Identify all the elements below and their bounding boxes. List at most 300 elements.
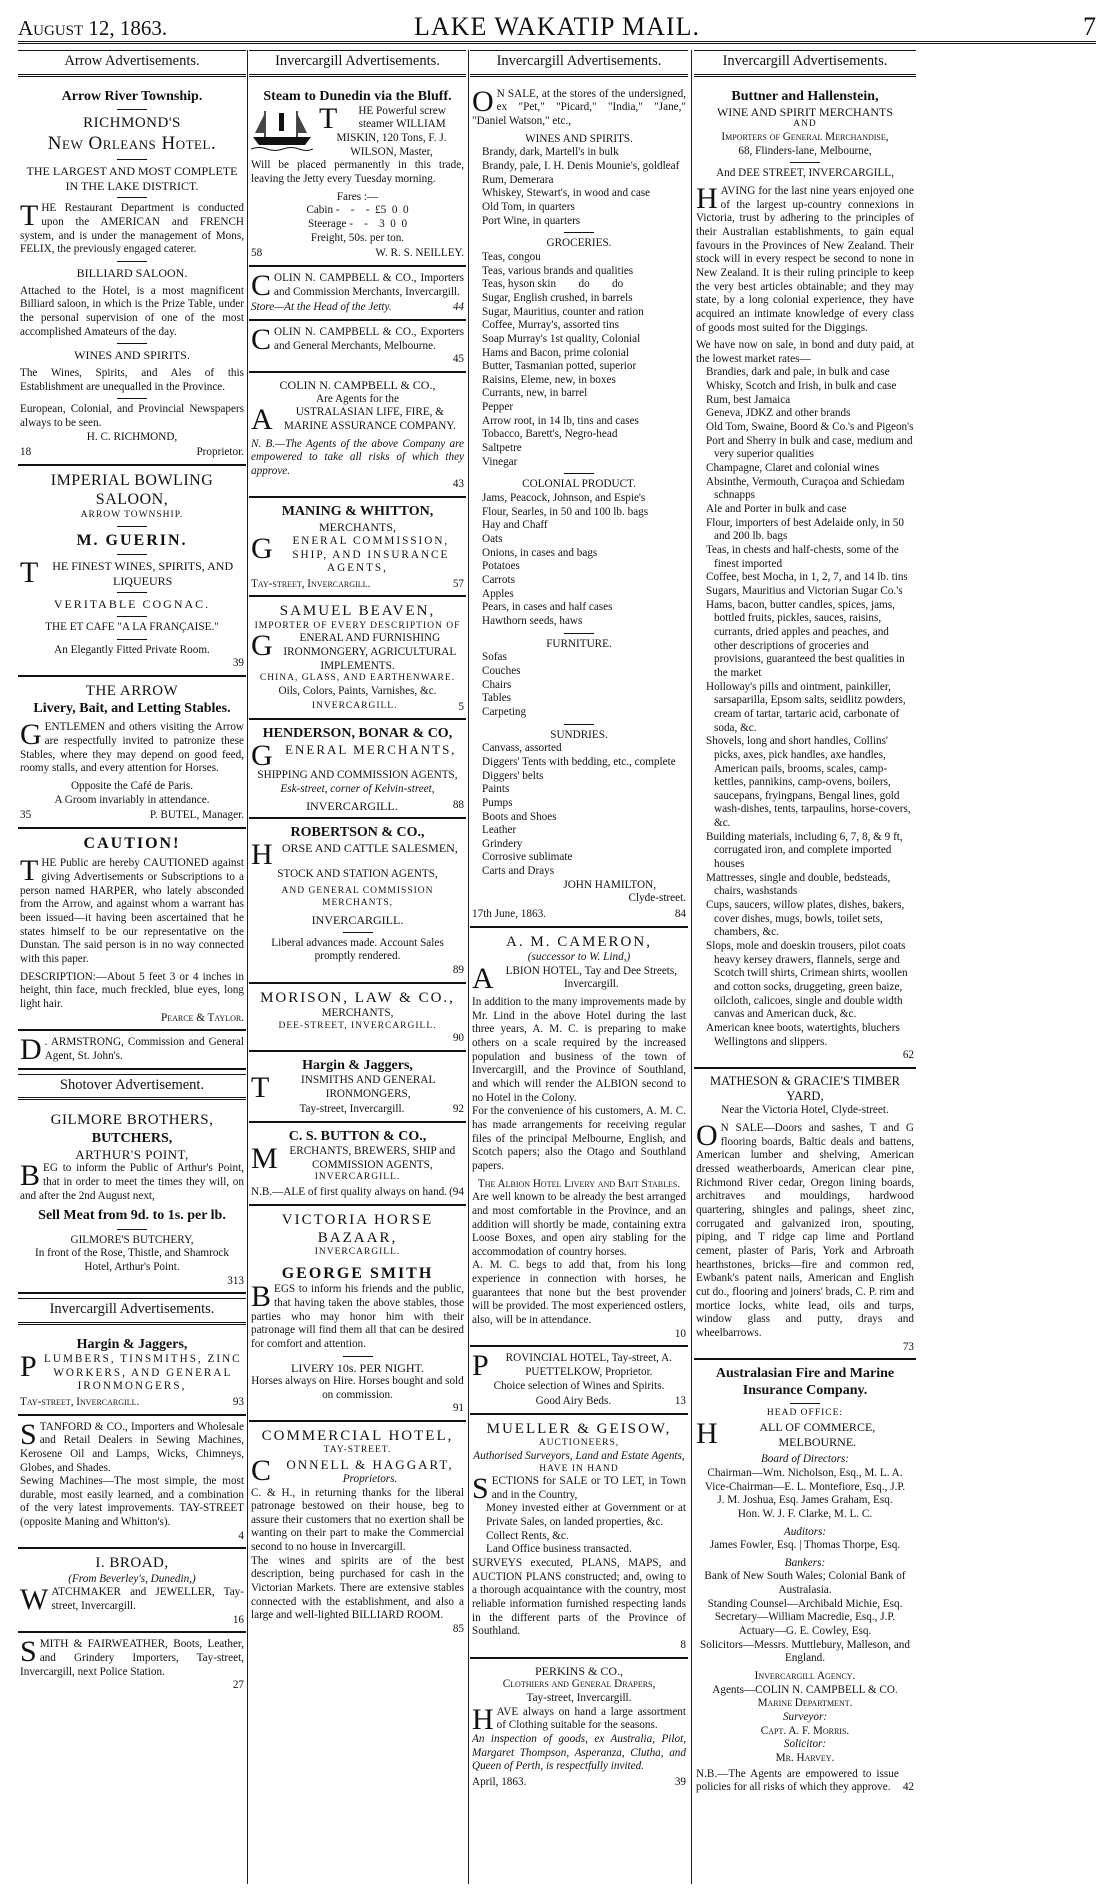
ad-text: INVERCARGILL. bbox=[311, 913, 404, 928]
list-heading: GROCERIES. bbox=[546, 237, 612, 250]
ad-text: STOCK AND STATION AGENTS, bbox=[277, 868, 438, 881]
ad-heading: ARTHUR'S POINT, bbox=[75, 1146, 189, 1162]
ad-heading: M. GUERIN. bbox=[76, 531, 188, 549]
ad-armstrong bbox=[18, 1031, 246, 1069]
ad-text: LIVERY 10s. PER NIGHT. bbox=[291, 1360, 424, 1375]
ad-heading: PERKINS & CO., bbox=[534, 1663, 623, 1678]
drop-cap: H bbox=[251, 838, 273, 872]
list-item: Hams, bacon, butter candles, spices, jams, bottled fruits, pickles, sauces, raisins, currants, dried apples and peaches, and other descriptions of groceries and provisions, guaranteed the best qualities in the market bbox=[706, 598, 908, 679]
ad-text: N. B.—The Agents of the above Company are empowered to take all risks of which they approve. bbox=[251, 437, 464, 477]
ad-heading: GEORGE SMITH bbox=[281, 1264, 434, 1282]
ad-text: The Wines, Spirits, and Ales of this Establishment are unequalled in the Province. bbox=[20, 366, 244, 393]
ad-text: Tay-street, Invercargill. bbox=[251, 577, 371, 590]
drop-cap: H bbox=[696, 1416, 718, 1450]
ad-number: 10 bbox=[674, 1327, 686, 1340]
ad-text: GILMORE'S BUTCHERY, bbox=[70, 1233, 194, 1246]
ad-text: LUMBERS, TINSMITHS, ZINC WORKERS, AND GENERAL IRONMONGERS, bbox=[44, 1352, 242, 1393]
ad-number: 92 bbox=[452, 1103, 464, 1116]
drop-cap: G bbox=[251, 629, 273, 663]
ad-text: THE ET CAFE "A LA FRANÇAISE." bbox=[45, 620, 219, 633]
ad-heading: C. S. BUTTON & CO., bbox=[288, 1128, 427, 1144]
ad-robertson bbox=[249, 819, 466, 983]
section-heading: Invercargill Advertisements. bbox=[249, 50, 466, 77]
list-item: Whiskey, Stewart's, in wood and case bbox=[482, 187, 651, 200]
ad-campbell-exporters bbox=[249, 321, 466, 373]
ad-signature: Proprietor. bbox=[196, 446, 244, 459]
ad-text: Oils, Colors, Paints, Varnishes, &c. bbox=[278, 684, 437, 697]
ad-number: 89 bbox=[452, 964, 464, 977]
ad-subheading: (From Beverley's, Dunedin,) bbox=[68, 1572, 196, 1585]
ad-imperial-bowling-saloon bbox=[18, 466, 246, 677]
masthead bbox=[18, 6, 1096, 44]
page-number: 7 bbox=[1083, 12, 1096, 41]
ad-victoria-horse-bazaar bbox=[249, 1206, 466, 1259]
ad-text: In addition to the many improvements made by Mr. Lind in the above Hotel during the last three years, A. M. C. is preparing to make others on a scale required by the increased population and business of the town of Invercargill, and the Province of Southland, and which will render the ALBION second to no Hotel in the Colony. bbox=[472, 996, 686, 1104]
ad-heading: HENDERSON, BONAR & CO, bbox=[262, 726, 453, 742]
drop-cap: M bbox=[251, 1142, 278, 1176]
ad-text: ENERAL MERCHANTS, bbox=[285, 742, 457, 758]
ad-john-hamilton bbox=[470, 83, 688, 928]
colonial-list bbox=[472, 492, 686, 629]
list-item: Brandy, dark, Martell's in bulk bbox=[482, 146, 619, 159]
list-item: Brandy, pale, I. H. Denis Mounie's, goldleaf bbox=[482, 159, 680, 172]
drop-cap: T bbox=[319, 101, 338, 135]
ad-text: INSMITHS AND GENERAL IRONMONGERS, bbox=[301, 1073, 436, 1100]
ad-number: (94 bbox=[449, 1185, 464, 1198]
drop-cap: T bbox=[20, 854, 39, 888]
ad-morison-law bbox=[249, 984, 466, 1052]
ad-subheading: The Albion Hotel Livery and Bait Stables. bbox=[477, 1177, 681, 1190]
list-item: Carts and Drays bbox=[482, 865, 555, 878]
ad-subheading: Clothiers and General Drapers, bbox=[502, 1678, 656, 1691]
ad-heading: Hargin & Jaggers, bbox=[302, 1057, 413, 1073]
ad-heading: GILMORE BROTHERS, bbox=[50, 1112, 214, 1129]
ad-text: Land Office business transacted. bbox=[486, 1543, 632, 1556]
ad-heading: MUELLER & GEISOW, bbox=[486, 1421, 672, 1438]
ad-subheading: Invercargill Agency. bbox=[754, 1670, 856, 1683]
drop-cap: A bbox=[251, 403, 273, 437]
ad-text: Money invested either at Government or at Private Sales, on landed properties, &c. bbox=[486, 1502, 686, 1529]
ad-subheading: INVERCARGILL. bbox=[314, 1247, 401, 1258]
ad-text: SURVEYS executed, PLANS, MAPS, and AUCTION PLANS constructed; and, owing to a thorough acquaintance with the country, most reliable information furnished respecting lands in the different parts of the Province of Southland. bbox=[472, 1557, 686, 1638]
ad-maning-whitton bbox=[249, 498, 466, 597]
ad-hargin-jaggers-2 bbox=[249, 1052, 466, 1123]
ad-text: OLIN N. CAMPBELL & CO., Importers and Commission Merchants, Invercargill. bbox=[274, 271, 464, 298]
ad-text: AVE always on hand a large assortment of Clothing suitable for the seasons. bbox=[496, 1705, 686, 1732]
list-item: Hawthorn seeds, haws bbox=[482, 614, 583, 627]
ad-text: Capt. A. F. Morris. bbox=[760, 1724, 850, 1737]
ad-heading: Buttner and Hallenstein, bbox=[731, 88, 879, 104]
ad-text: The wines and spirits are of the best description, being purchased for cash in the Victorian Markets. There are extensive stables connected with the establishment, and also a large and well-lighted BILLIARD ROOM. bbox=[251, 1554, 464, 1622]
ad-text: . ARMSTRONG, Commission and General Agent, St. John's. bbox=[44, 1036, 244, 1062]
ad-heading: BUTCHERS, bbox=[91, 1130, 173, 1146]
list-item: Teas, congou bbox=[482, 250, 541, 263]
list-item: Canvass, assorted bbox=[482, 742, 562, 755]
ad-subheading: IMPORTER OF EVERY DESCRIPTION OF bbox=[254, 620, 461, 631]
ad-number: 5 bbox=[458, 700, 464, 713]
ad-text: Bank of New South Wales; Colonial Bank of Australasia. bbox=[704, 1570, 906, 1597]
ad-text: HE Restaurant Department is conducted upon the AMERICAN and FRENCH system, and is under the management of Mons, FELIX, the previously engaged caterer. bbox=[20, 202, 244, 256]
ad-subheading: MERCHANTS, bbox=[318, 520, 396, 535]
ad-heading: SAMUEL BEAVEN, bbox=[279, 603, 436, 620]
list-item: Flour, Searles, in 50 and 100 lb. bags bbox=[482, 505, 649, 518]
drop-cap: H bbox=[472, 1702, 494, 1736]
ad-mueller-geisow bbox=[470, 1415, 688, 1659]
ad-date: 17th June, 1863. bbox=[472, 908, 546, 921]
drop-cap: G bbox=[251, 739, 275, 773]
list-item: Saltpetre bbox=[482, 442, 522, 455]
column-rule bbox=[468, 50, 469, 1884]
ad-text: N.B.—The Agents are empowered to issue policies for all risks of which they approve. bbox=[696, 1767, 899, 1794]
ad-number: 42 bbox=[902, 1781, 914, 1794]
ad-text: N SALE, at the stores of the undersigned, ex "Pet," "Picard," "India," "Jane," "Daniel Watson," etc., bbox=[472, 87, 686, 127]
drop-cap: P bbox=[472, 1349, 489, 1383]
fare-row: Cabin - - - £5 0 0 bbox=[306, 204, 409, 217]
drop-cap: C bbox=[251, 322, 272, 356]
ad-text: An inspection of goods, ex Australia, Pilot, Margaret Thompson, Asperanza, Clutha, and Queen of Perth, is respectfully invited. bbox=[472, 1732, 686, 1773]
ad-text: ERCHANTS, BREWERS, SHIP and COMMISSION AGENTS, bbox=[289, 1145, 456, 1171]
ad-signature: W. R. S. NEILLEY. bbox=[375, 247, 464, 260]
ad-gilmore-brothers bbox=[18, 1106, 246, 1294]
ad-richmond-hotel bbox=[18, 83, 246, 466]
ad-text: Mr. Harvey. bbox=[775, 1752, 835, 1765]
drop-cap: D bbox=[20, 1033, 42, 1067]
list-item: Diggers' belts bbox=[482, 769, 544, 782]
ad-text: TANFORD & CO., Importers and Wholesale and Retail Dealers in Sewing Machines, Kerosene Oil and Lamps, Wicks, Chimneys, Globes, and Shades. bbox=[20, 1420, 244, 1474]
column-1 bbox=[18, 50, 246, 1884]
ad-text: INVERCARGILL. bbox=[314, 1172, 401, 1183]
ad-subheading: Tay-street, Invercargill. bbox=[526, 1691, 632, 1704]
list-item: Tobacco, Barett's, Negro-head bbox=[482, 428, 618, 441]
list-item: Pepper bbox=[482, 401, 514, 414]
ad-heading: VICTORIA HORSE BAZAAR, bbox=[281, 1211, 434, 1246]
goods-list bbox=[696, 366, 914, 1049]
ad-text: LBION HOTEL, Tay and Dee Streets, Invercargill. bbox=[505, 964, 678, 991]
ad-text: Store—At the Head of the Jetty. bbox=[251, 301, 392, 314]
ad-text: EG to inform the Public of Arthur's Point, that in order to meet the times they will, on and after the 2nd August next, bbox=[20, 1162, 244, 1202]
ad-subheading: Surveyor: bbox=[782, 1711, 828, 1724]
ad-number: 73 bbox=[902, 1340, 914, 1353]
ad-steam-dunedin bbox=[249, 83, 466, 267]
ad-text: N.B.—ALE of first quality always on hand. bbox=[251, 1185, 448, 1198]
ad-text: Vice-Chairman—E. L. Montefiore, Esq., J.P. bbox=[704, 1480, 906, 1493]
ad-signature: Clyde-street. bbox=[628, 892, 686, 905]
list-item: Currants, new, in barrel bbox=[482, 387, 588, 400]
ad-date: April, 1863. bbox=[472, 1775, 527, 1788]
ad-text: ONNELL & HAGGART, bbox=[286, 1457, 454, 1472]
ad-number: 13 bbox=[674, 1395, 686, 1408]
fare-row: Freight, 50s. per ton. bbox=[310, 231, 405, 244]
ad-heading: MATHESON & GRACIE'S TIMBER YARD, bbox=[710, 1073, 900, 1104]
list-item: Pumps bbox=[482, 796, 513, 809]
drop-cap: B bbox=[20, 1159, 41, 1193]
ad-text: AVING for the last nine years enjoyed one of the largest up-country connexions in Victoria, trust by adhering to the principles of their Australian establishments, to gain equal favours in the Provinces of New Zealand. Their stock will in every respect be second to none in New Zealand. It is their ruling principle to keep the very best articles obtainable; and they may state, by a long colonial experience, they have acquired an intimate knowledge of every class of goods most suited for the Diggings. bbox=[696, 184, 914, 334]
ad-signature: Pearce & Taylor. bbox=[161, 1011, 244, 1024]
ad-number: 39 bbox=[674, 1775, 686, 1788]
ad-text: Tay-street, Invercargill. bbox=[299, 1103, 405, 1116]
ad-number: 43 bbox=[452, 478, 464, 491]
ad-text: ENERAL AND FURNISHING IRONMONGERY, AGRICULTURAL IMPLEMENTS. bbox=[283, 632, 457, 672]
ad-broad bbox=[18, 1549, 246, 1633]
ad-signature: H. C. RICHMOND, bbox=[86, 430, 178, 443]
list-item: Absinthe, Vermouth, Curaçoa and Schiedam schnapps bbox=[706, 475, 908, 502]
ad-text: ENTLEMEN and others visiting the Arrow are respectfully invited to patronize these Stables, where they may depend on good feed, roomy stalls, and every attention for Horses. bbox=[20, 721, 244, 775]
ad-heading: Australasian Fire and Marine Insurance Company. bbox=[715, 1366, 895, 1399]
list-item: Paints bbox=[482, 783, 510, 796]
ad-text: Horses always on Hire. Horses bought and sold on commission. bbox=[251, 1375, 464, 1401]
ad-subheading: ARROW TOWNSHIP. bbox=[80, 509, 184, 520]
ad-hargin-jaggers bbox=[18, 1331, 246, 1416]
list-item: Sofas bbox=[482, 651, 507, 664]
ad-text: Collect Rents, &c. bbox=[486, 1529, 569, 1542]
list-item: Teas, various brands and qualities bbox=[482, 264, 634, 277]
ad-text: Chairman—Wm. Nicholson, Esq., M. L. A. bbox=[707, 1466, 903, 1479]
list-heading: SUNDRIES. bbox=[550, 728, 608, 741]
list-item: Brandies, dark and pale, in bulk and case bbox=[706, 366, 890, 379]
ad-text: ENERAL COMMISSION, SHIP, AND INSURANCE AGENTS, bbox=[292, 534, 450, 575]
ad-matheson-gracie bbox=[694, 1069, 916, 1360]
wines-list bbox=[472, 146, 686, 228]
drop-cap: C bbox=[251, 268, 272, 302]
ad-text: Sewing Machines—The most simple, the most durable, most easily learned, and a combination of the very latest improvements. TAY-STREET (opposite Maning and Whitton's). bbox=[20, 1475, 244, 1529]
ad-samuel-beaven bbox=[249, 597, 466, 720]
ad-subheading: HEAD OFFICE: bbox=[766, 1408, 844, 1419]
list-item: Vinegar bbox=[482, 455, 518, 468]
list-item: Chairs bbox=[482, 678, 512, 691]
ad-buttner-hallenstein bbox=[694, 83, 916, 1069]
ad-heading: New Orleans Hotel. bbox=[47, 133, 217, 155]
section-heading: Invercargill Advertisements. bbox=[470, 50, 688, 77]
ad-text: Esk-street, corner of Kelvin-street, bbox=[280, 782, 435, 795]
ad-subheading: Board of Directors: bbox=[760, 1453, 850, 1466]
ad-text: N SALE—Doors and sashes, T and G flooring boards, Baltic deals and battens, American lumber and shelving, American dressed weatherboards, American clear pine, Richmond River cedar, Oregon lining boards, architraves and mouldings, hardwood quartering, shingles and palings, sheet zinc, corrugated and galvanized iron, spouting, piping, and T ridge cap lime and Portland cement, plaster of Paris, York and Arbroath hearthstones, bricks—fire and common red, Ewbank's patent nails, American and English cut do., flooring and joiners' brads, C. P. rim and mortice locks, white lead, oils and turps, window glass and putty, drays and wheelbarrows. bbox=[696, 1122, 914, 1339]
ad-text: ECTIONS for SALE or TO LET, in Town and in the Country, bbox=[491, 1475, 686, 1501]
furniture-list bbox=[472, 651, 686, 719]
list-item: Ale and Porter in bulk and case bbox=[706, 503, 847, 516]
list-item: Apples bbox=[482, 587, 514, 600]
ad-number: 4 bbox=[238, 1529, 244, 1542]
ad-subheading: AUCTIONEERS, bbox=[538, 1438, 620, 1449]
ad-text: DESCRIPTION:—About 5 feet 3 or 4 inches in height, thin face, much freckled, blue eyes, long light hair. bbox=[20, 970, 244, 1010]
ad-heading: Steam to Dunedin via the Bluff. bbox=[263, 88, 452, 104]
ad-provincial-hotel bbox=[470, 1347, 688, 1415]
ad-text: J. M. Joshua, Esq. James Graham, Esq. bbox=[717, 1494, 893, 1507]
ad-number: 84 bbox=[674, 908, 686, 921]
ad-text: INVERCARGILL. bbox=[311, 700, 398, 711]
ad-text: Opposite the Café de Paris. bbox=[70, 779, 194, 792]
ad-text: Liberal advances made. Account Sales promptly rendered. bbox=[271, 936, 444, 963]
ad-text: An Elegantly Fitted Private Room. bbox=[54, 643, 210, 656]
ad-subheading: Are Agents for the bbox=[316, 392, 399, 405]
ad-number: 18 bbox=[20, 446, 32, 459]
ad-number: 62 bbox=[902, 1049, 914, 1062]
ad-number: 16 bbox=[232, 1613, 244, 1626]
ad-number: 58 bbox=[251, 247, 263, 260]
drop-cap: O bbox=[696, 1119, 718, 1153]
ad-text: Proprietors. bbox=[342, 1472, 398, 1485]
list-item: Rum, best Jamaica bbox=[706, 393, 791, 406]
list-item: Old Tom, in quarters bbox=[482, 200, 575, 213]
drop-cap: T bbox=[20, 199, 39, 233]
ad-text: Standing Counsel—Archibald Michie, Esq. bbox=[707, 1597, 903, 1610]
ad-subheading: WINES AND SPIRITS. bbox=[74, 348, 190, 363]
list-heading: FURNITURE. bbox=[546, 637, 612, 650]
ad-text: USTRALASIAN LIFE, FIRE, & MARINE ASSURANCE COMPANY. bbox=[283, 406, 456, 432]
list-item: Grindery bbox=[482, 837, 523, 850]
ad-text: Choice selection of Wines and Spirits. bbox=[493, 1379, 665, 1392]
ad-text: AND GENERAL COMMISSION MERCHANTS, bbox=[281, 885, 434, 908]
list-item: Hay and Chaff bbox=[482, 519, 548, 532]
list-item: Corrosive sublimate bbox=[482, 851, 573, 864]
ad-text: Solicitors—Messrs. Muttlebury, Malleson, and England. bbox=[700, 1638, 910, 1665]
section-heading: Invercargill Advertisements. bbox=[18, 1298, 246, 1325]
ad-number: 93 bbox=[232, 1395, 244, 1408]
list-item: Holloway's pills and ointment, painkiller, sarsaparilla, Epsom salts, seidlitz powders, cream of tartar, tartaric acid, carbonate of soda, &c. bbox=[706, 680, 909, 734]
list-item: Sugars, Mauritius and Victorian Sugar Co.'s bbox=[706, 584, 903, 597]
ad-heading: IMPERIAL BOWLING SALOON, bbox=[50, 471, 214, 509]
newspaper-title: LAKE WAKATIP MAIL. bbox=[414, 12, 700, 41]
ad-heading: COMMERCIAL HOTEL, bbox=[261, 1428, 454, 1445]
sundries-list bbox=[472, 742, 686, 879]
ad-subheading: 68, Flinders-lane, Melbourne, bbox=[738, 144, 872, 157]
ad-text: OLIN N. CAMPBELL & CO., Exporters and General Merchants, Melbourne. bbox=[274, 325, 464, 352]
ad-arrow-stables bbox=[18, 677, 246, 829]
ad-text: For the convenience of his customers, A. M. C. has made arrangements for receiving regular files of the principal Melbourne, English, and Scotch papers; also the Otago and Southland papers. bbox=[472, 1105, 686, 1172]
list-item: Teas, hyson skin do do bbox=[482, 278, 624, 291]
ad-number: 88 bbox=[452, 798, 464, 811]
list-heading: COLONIAL PRODUCT. bbox=[522, 478, 636, 491]
list-item: Arrow root, in 14 lb, tins and cases bbox=[482, 414, 639, 427]
ad-australasian-insurance bbox=[694, 1360, 916, 1799]
list-item: Port and Sherry in bulk and case, medium and very superior qualities bbox=[706, 434, 916, 461]
ad-text: Hon. W. J. F. Clarke, M. L. C. bbox=[737, 1507, 873, 1520]
ad-text: ALL OF COMMERCE, MELBOURNE. bbox=[759, 1419, 876, 1449]
ad-subheading: AND bbox=[793, 119, 817, 130]
ad-subheading: Marine Department. bbox=[757, 1697, 853, 1710]
ad-number: 90 bbox=[452, 1032, 464, 1045]
ad-perkins bbox=[470, 1659, 688, 1794]
list-item: Boots and Shoes bbox=[482, 810, 557, 823]
ad-heading: Arrow River Township. bbox=[61, 88, 203, 104]
ad-caution bbox=[18, 829, 246, 1031]
ad-heading: RICHMOND'S bbox=[83, 114, 181, 131]
ad-number: 57 bbox=[452, 577, 464, 590]
ad-text: SHIPPING AND COMMISSION AGENTS, bbox=[257, 769, 458, 782]
ad-text: Attached to the Hotel, is a most magnificent Billiard saloon, in which is the Prize Table, under the personal supervision of one of the most accomplished Amateurs of the day. bbox=[20, 284, 244, 338]
list-item: Pears, in cases and half cases bbox=[482, 601, 613, 614]
list-item: Whisky, Scotch and Irish, in bulk and case bbox=[706, 380, 897, 393]
ad-text: Secretary—William Macredie, Esq., J.P. bbox=[714, 1611, 896, 1624]
ad-text: MITH & FAIRWEATHER, Boots, Leather, and Grindery Importers, Tay-street, Invercargill, next Police Station. bbox=[20, 1638, 244, 1678]
drop-cap: S bbox=[472, 1472, 489, 1506]
ad-heading: COLIN N. CAMPBELL & CO., bbox=[279, 377, 436, 392]
list-item: Port Wine, in quarters bbox=[482, 214, 581, 227]
drop-cap: W bbox=[20, 1583, 49, 1617]
ad-text: CHINA, GLASS, AND EARTHENWARE. bbox=[259, 673, 456, 684]
ad-subheading: Near the Victoria Hotel, Clyde-street. bbox=[721, 1104, 889, 1117]
ad-subheading: THE LARGEST AND MOST COMPLETE IN THE LAKE DISTRICT. bbox=[26, 164, 238, 193]
ad-campbell-importers bbox=[249, 267, 466, 321]
fare-row: Steerage - - 3 0 0 bbox=[307, 218, 408, 231]
ad-subheading: Solicitor: bbox=[783, 1738, 827, 1751]
list-item: Building materials, including 6, 7, 8, & 9 ft, corrugated iron, and complete imported houses bbox=[706, 830, 906, 871]
list-item: Carpeting bbox=[482, 705, 527, 718]
list-item: Diggers' Tents with bedding, etc., complete bbox=[482, 755, 676, 768]
list-item: Butter, Tasmanian potted, superior bbox=[482, 360, 637, 373]
list-item: Oats bbox=[482, 533, 503, 546]
issue-date: August 12, 1863. bbox=[18, 16, 168, 40]
list-item: Potatoes bbox=[482, 560, 520, 573]
steamship-icon bbox=[251, 107, 313, 153]
ad-heading: THE ARROW bbox=[85, 682, 179, 699]
groceries-list bbox=[472, 251, 686, 470]
ad-subheading: BILLIARD SALOON. bbox=[76, 266, 188, 281]
drop-cap: G bbox=[251, 531, 275, 565]
ad-text: A. M. C. begs to add that, from his long experience in connection with horses, he guarantees that none but the best provender will be provided. The most experienced ostlers, also, will be in attendance. bbox=[472, 1259, 686, 1327]
list-item: Mattresses, single and double, bedsteads, chairs, washstands bbox=[706, 871, 894, 898]
ad-subheading: Authorised Surveyors, Land and Estate Agents, bbox=[473, 1449, 685, 1462]
list-item: Slops, mole and doeskin trousers, pilot coats heavy kersey drawers, flannels, serge and Scotch twill shirts, Crimean shirts, woollen and cotton socks, druggeting, green baize, oilcloth, calicoes, single and double width canvas and American duck, &c. bbox=[706, 940, 911, 1021]
ad-heading: MORISON, LAW & CO., bbox=[260, 989, 455, 1006]
ad-text: DEE-STREET, INVERCARGILL. bbox=[278, 1020, 437, 1031]
ad-text: Good Airy Beds. bbox=[535, 1395, 612, 1408]
ad-number: 27 bbox=[232, 1679, 244, 1692]
ad-albion-hotel bbox=[470, 928, 688, 1348]
ad-henderson-bonar bbox=[249, 720, 466, 819]
drop-cap: B bbox=[251, 1280, 272, 1314]
ad-number: 35 bbox=[20, 809, 32, 822]
list-heading: WINES AND SPIRITS. bbox=[525, 132, 633, 145]
ad-heading: A. M. CAMERON, bbox=[506, 933, 652, 950]
ad-number: 91 bbox=[452, 1402, 464, 1415]
ad-smith-fairweather bbox=[18, 1633, 246, 1697]
list-item: Onions, in cases and bags bbox=[482, 546, 598, 559]
ad-text: HE FINEST WINES, SPIRITS, AND LIQUEURS bbox=[52, 559, 234, 588]
ad-subheading: HAVE IN HAND bbox=[539, 1463, 619, 1474]
ad-subheading: (successor to W. Lind,) bbox=[527, 951, 631, 964]
ad-text: A Groom invariably in attendance. bbox=[54, 793, 210, 806]
column-3 bbox=[470, 50, 688, 1884]
ad-subheading: TAY-STREET. bbox=[323, 1445, 392, 1456]
drop-cap: S bbox=[20, 1635, 37, 1669]
section-heading: Arrow Advertisements. bbox=[18, 50, 246, 77]
drop-cap: S bbox=[20, 1417, 37, 1451]
ad-heading: CAUTION! bbox=[83, 834, 181, 852]
list-item: Geneva, JDKZ and other brands bbox=[706, 407, 851, 420]
list-item: Coffee, best Mocha, in 1, 2, 7, and 14 lb. tins bbox=[706, 571, 908, 584]
ad-number: 45 bbox=[452, 353, 464, 366]
list-item: Old Tom, Swaine, Boord & Co.'s and Pigeon's bbox=[706, 421, 914, 434]
ad-heading: Hargin & Jaggers, bbox=[76, 1336, 188, 1352]
drop-cap: T bbox=[251, 1070, 270, 1104]
list-item: Coffee, Murray's, assorted tins bbox=[482, 319, 619, 332]
list-item: Jams, Peacock, Johnson, and Espie's bbox=[482, 492, 646, 505]
ad-subheading: Bankers: bbox=[784, 1556, 826, 1569]
list-item: Rum, Demerara bbox=[482, 173, 554, 186]
ad-george-smith bbox=[249, 1259, 466, 1422]
ad-signature: P. BUTEL, Manager. bbox=[149, 809, 244, 822]
list-item: Teas, in chests and half-chests, some of the finest imported bbox=[706, 544, 902, 570]
ad-subheading: And DEE STREET, INVERCARGILL, bbox=[716, 167, 894, 180]
ad-text: INVERCARGILL. bbox=[306, 798, 398, 813]
drop-cap: H bbox=[696, 181, 718, 215]
ad-text: Sell Meat from 9d. to 1s. per lb. bbox=[38, 1208, 226, 1224]
drop-cap: A bbox=[472, 961, 494, 995]
fares-label: Fares :— bbox=[336, 190, 379, 203]
ad-heading: ROBERTSON & CO., bbox=[290, 825, 425, 841]
list-item: Carrots bbox=[482, 574, 515, 586]
ad-heading: I. BROAD, bbox=[95, 1555, 169, 1572]
